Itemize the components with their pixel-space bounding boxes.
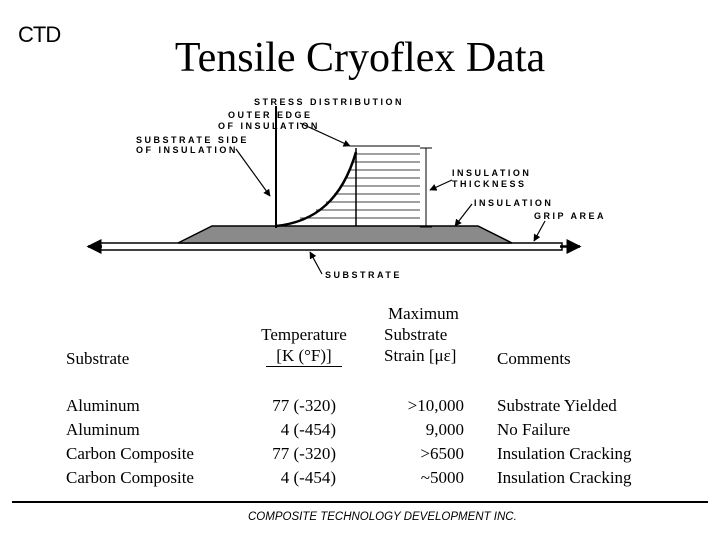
substrate-label: SUBSTRATE bbox=[325, 270, 402, 280]
insulation-label: INSULATION bbox=[474, 198, 554, 208]
insulation-arrow bbox=[455, 204, 472, 226]
header-substrate: Substrate bbox=[66, 349, 130, 368]
substrate-bar bbox=[100, 243, 562, 250]
substrate-side-label-1: SUBSTRATE SIDE bbox=[136, 135, 249, 145]
cell-temperature: 77 (-320) bbox=[272, 444, 336, 463]
stress-distribution-label: STRESS DISTRIBUTION bbox=[254, 97, 405, 107]
header-comments: Comments bbox=[497, 349, 571, 368]
outer-edge-label-2: OF INSULATION bbox=[218, 121, 320, 131]
cell-substrate: Aluminum bbox=[66, 396, 140, 415]
cell-substrate: Carbon Composite bbox=[66, 444, 194, 463]
cell-strain: >6500 bbox=[420, 444, 464, 463]
cell-temperature: 4 (-454) bbox=[280, 468, 336, 487]
cell-comments: Substrate Yielded bbox=[497, 396, 617, 415]
cell-comments: Insulation Cracking bbox=[497, 444, 632, 463]
substrate-arrow bbox=[310, 252, 322, 274]
substrate-side-label-2: OF INSULATION bbox=[136, 145, 238, 155]
insulation-layer bbox=[178, 226, 512, 243]
cell-strain: 9,000 bbox=[425, 420, 464, 439]
table-column-temperature bbox=[236, 394, 336, 490]
outer-edge-arrow bbox=[300, 123, 350, 146]
footer-company-name: COMPOSITE TECHNOLOGY DEVELOPMENT INC. bbox=[248, 511, 517, 523]
cell-comments: No Failure bbox=[497, 420, 571, 439]
page-title: Tensile Cryoflex Data bbox=[174, 35, 546, 81]
table-column-comments bbox=[497, 394, 632, 490]
cell-substrate: Carbon Composite bbox=[66, 468, 194, 487]
grip-area-arrow bbox=[534, 221, 545, 241]
substrate-side-arrow bbox=[236, 149, 270, 196]
footer-divider bbox=[12, 501, 708, 503]
cell-substrate: Aluminum bbox=[66, 420, 140, 439]
outer-edge-label-1: OUTER EDGE bbox=[228, 110, 313, 120]
cell-temperature: 4 (-454) bbox=[280, 420, 336, 439]
grip-area-label: GRIP AREA bbox=[534, 211, 607, 221]
company-logo: CTD bbox=[18, 22, 61, 47]
cell-strain: ~5000 bbox=[420, 468, 464, 487]
insulation-thickness-label-1: INSULATION bbox=[452, 168, 532, 178]
thickness-arrow bbox=[430, 180, 452, 190]
header-temperature: Temperature [K (°F)] bbox=[261, 325, 347, 365]
table-row bbox=[66, 394, 194, 490]
cell-strain: >10,000 bbox=[407, 396, 464, 415]
insulation-thickness-label-2: THICKNESS bbox=[452, 179, 527, 189]
cell-temperature: 77 (-320) bbox=[272, 396, 336, 415]
header-max-strain: Maximum Substrate Strain [με] bbox=[384, 304, 459, 365]
table-column-strain bbox=[374, 394, 464, 490]
cell-comments: Insulation Cracking bbox=[497, 468, 632, 487]
